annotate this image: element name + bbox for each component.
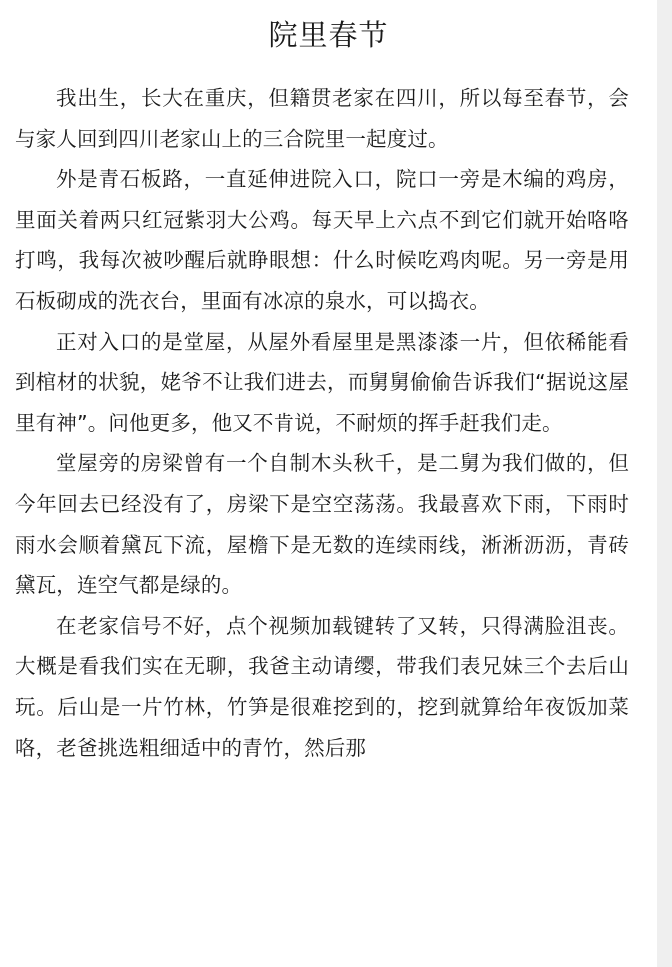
paragraph-2: 外是青石板路，一直延伸进院入口，院口一旁是木编的鸡房，里面关着两只红冠紫羽大公鸡。每天早上六点不到它们就开始咯咯打鸣，我每次被吵醒后就睁眼想：什么时候吃鸡肉呢。另一旁是用石板砌成的洗衣台，里面有冰凉的泉水，可以捣衣。 xyxy=(15,167,629,313)
paragraph-3: 正对入口的是堂屋，从屋外看屋里是黑漆漆一片，但依稀能看到棺材的状貌，姥爷不让我们进去，而舅舅偷偷告诉我们“据说这屋里有神”。问他更多，他又不肯说，不耐烦的挥手赶我们走。 xyxy=(15,329,629,435)
page-edge-strip xyxy=(657,0,672,967)
document-title: 院里春节 xyxy=(268,18,389,52)
paragraph-5: 在老家信号不好，点个视频加载键转了又转，只得满脸沮丧。大概是看我们实在无聊，我爸主动请缨，带我们表兄妹三个去后山玩。后山是一片竹林，竹笋是很难挖到的，挖到就算给年夜饭加菜咯，老爸挑选粗细适中的青竹，然后那 xyxy=(15,613,629,760)
paragraph-1: 我出生，长大在重庆，但籍贯老家在四川，所以每至春节，会与家人回到四川老家山上的三合院里一起度过。 xyxy=(15,86,629,151)
paragraph-4: 堂屋旁的房梁曾有一个自制木头秋千，是二舅为我们做的，但今年回去已经没有了，房梁下是空空荡荡。我最喜欢下雨，下雨时雨水会顺着黛瓦下流，屋檐下是无数的连续雨线，淅淅沥沥，青砖黛瓦，连空气都是绿的。 xyxy=(15,451,629,598)
document-body xyxy=(15,78,629,768)
